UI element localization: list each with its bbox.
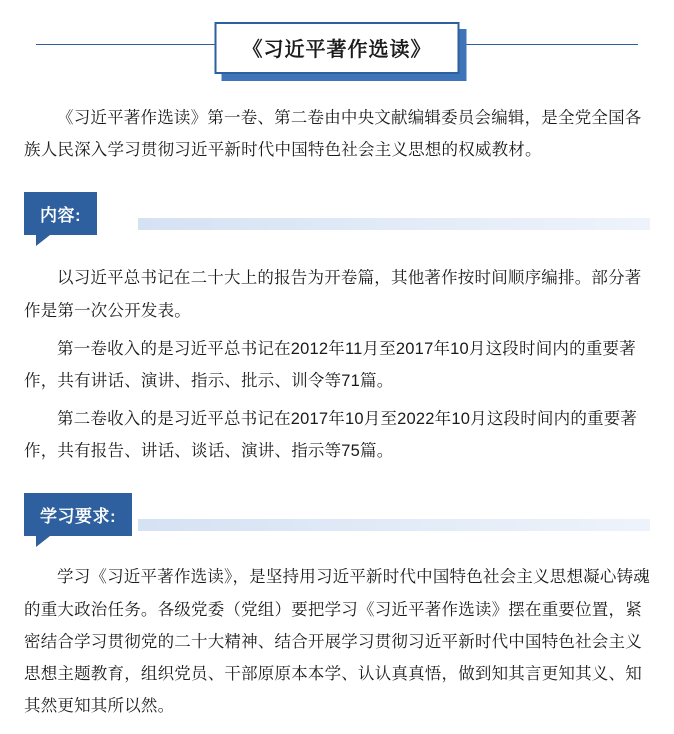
section-study-requirements <box>18 493 656 722</box>
page-title: 《习近平著作选读》 <box>242 39 432 61</box>
paragraph: 学习《习近平著作选读》，是坚持用习近平新时代中国特色社会主义思想凝心铸魂的重大政治任务。各级党委（党组）要把学习《习近平著作选读》摆在重要位置，紧密结合学习贯彻党的二十大精神、结合开展学习贯彻习近平新时代中国特色社会主义思想主题教育，组织党员、干部原原本本学、认认真真悟，做到知其言更知其义、知其然更知其所以然。 <box>24 568 650 716</box>
paragraph: 以习近平总书记在二十大上的报告为开卷篇，其他著作按时间顺序编排。部分著作是第一次公开发表。 <box>24 269 642 320</box>
document-page <box>0 8 674 734</box>
section-header <box>18 192 656 246</box>
section-body <box>18 262 656 467</box>
paragraph: 第一卷收入的是习近平总书记在2012年11月至2017年10月这段时间内的重要著作，共有讲话、演讲、指示、批示、训令等71篇。 <box>24 339 636 390</box>
section-body <box>18 561 656 722</box>
section-content <box>18 192 656 467</box>
intro-paragraph: 《习近平著作选读》第一卷、第二卷由中央文献编辑委员会编辑，是全党全国各族人民深入学习贯彻习近平新时代中国特色社会主义思想的权威教材。 <box>24 109 642 160</box>
title-banner <box>18 8 656 80</box>
paragraph: 第二卷收入的是习近平总书记在2017年10月至2022年10月这段时间内的重要著作，共有报告、讲话、谈话、演讲、指示等75篇。 <box>24 410 638 461</box>
section-tag-label: 内容: <box>24 192 97 235</box>
section-tag-label: 学习要求: <box>24 493 132 536</box>
section-ribbon <box>138 519 650 531</box>
title-box <box>215 22 460 74</box>
section-ribbon <box>138 218 650 230</box>
section-header <box>18 493 656 547</box>
